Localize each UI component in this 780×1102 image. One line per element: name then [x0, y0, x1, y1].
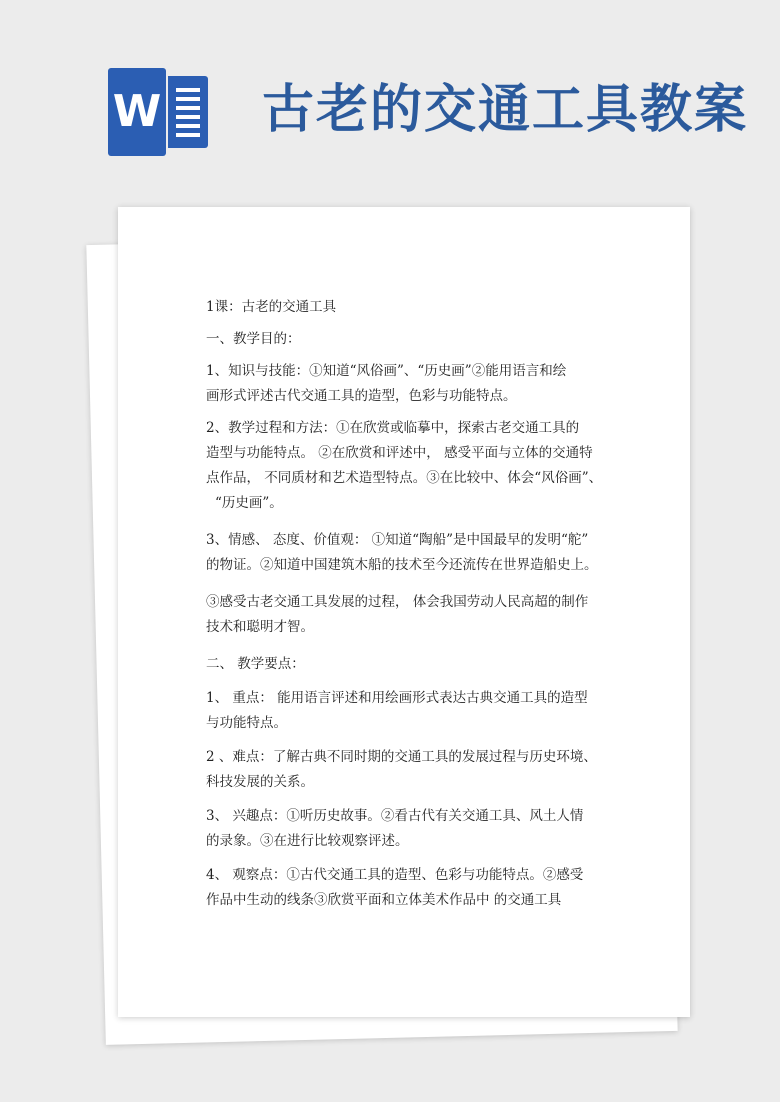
- document-body: [206, 295, 626, 913]
- paragraph-line: 点作品， 不同质材和艺术造型特点。③在比较中、体会“风俗画”、: [206, 470, 603, 486]
- paragraph-line: 作品中生动的线条③欣赏平面和立体美术作品中 的交通工具: [206, 892, 562, 908]
- document-page: [118, 207, 690, 1017]
- section-heading: 二、 教学要点：: [206, 656, 305, 672]
- section-heading: 一、教学目的：: [206, 331, 301, 347]
- paragraph-line: 的物证。②知道中国建筑木船的技术至今还流传在世界造船史上。: [206, 557, 598, 573]
- paragraph-line: 1、知识与技能：①知道“风俗画”、“历史画”②能用语言和绘: [206, 363, 567, 379]
- paragraph-line: 1、 重点： 能用语言评述和用绘画形式表达古典交通工具的造型: [206, 690, 588, 706]
- paragraph-line: 3、 兴趣点：①听历史故事。②看古代有关交通工具、风土人情: [206, 808, 584, 824]
- paragraph-line: 画形式评述古代交通工具的造型，色彩与功能特点。: [206, 388, 517, 404]
- paragraph-line: 科技发展的关系。: [206, 774, 314, 790]
- lesson-title: 1课：古老的交通工具: [206, 299, 337, 315]
- word-logo-icon: [108, 68, 208, 156]
- word-letter: W: [108, 68, 166, 156]
- paragraph-line: 4、 观察点：①古代交通工具的造型、色彩与功能特点。②感受: [206, 867, 584, 883]
- paragraph-line: 与功能特点。: [206, 715, 287, 731]
- paragraph-line: ③感受古老交通工具发展的过程， 体会我国劳动人民高超的制作: [206, 594, 589, 610]
- paragraph-line: 2 、难点：了解古典不同时期的交通工具的发展过程与历史环境、: [206, 749, 597, 765]
- paragraph-line: 造型与功能特点。 ②在欣赏和评述中， 感受平面与立体的交通特: [206, 445, 593, 461]
- paragraph-line: 2、教学过程和方法：①在欣赏或临摹中，探索古老交通工具的: [206, 420, 580, 436]
- paragraph-line: 技术和聪明才智。: [206, 619, 314, 635]
- paragraph-line: “历史画”。: [215, 495, 283, 511]
- header-banner: [0, 0, 780, 200]
- paragraph-line: 的录象。③在进行比较观察评述。: [206, 833, 409, 849]
- page-title: 古老的交通工具教案: [262, 80, 749, 140]
- paragraph-line: 3、情感、 态度、价值观： ①知道“陶船”是中国最早的发明“舵”: [206, 532, 589, 548]
